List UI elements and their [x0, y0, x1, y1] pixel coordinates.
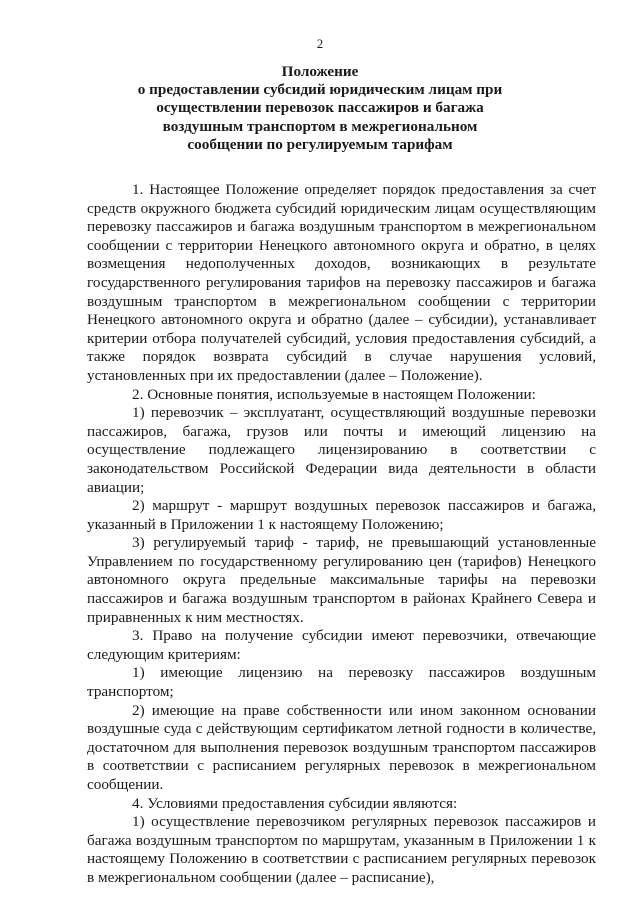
- paragraph-2-definitions: 2. Основные понятия, используемые в настоящем Положении:: [132, 385, 536, 403]
- title-line: воздушным транспортом в межрегиональном: [162, 117, 478, 135]
- definition-route: 2) маршрут - маршрут воздушных перевозок пассажиров и багажа, указанный в Приложении 1 к настоящему Положению;: [87, 497, 596, 533]
- paragraph-3-eligibility: 3. Право на получение субсидии имеют перевозчики, отвечающие следующим критериям:: [87, 627, 596, 663]
- paragraph-1-purpose: 1. Настоящее Положение определяет порядок предоставления за счет средств окружного бюджета субсидий юридическим лицам осуществляющим перевозку пассажиров и багажа воздушным транспортом в межрегиональном сообщении с территории Ненецкого автономного округа и обратно, в целях возмещения недополученных доходов, возникающих в результате государственного регулирования тарифов на перевозку пассажиров и багажа воздушным транспортом в межрегиональном сообщении с территории Ненецкого автономного округа и обратно (далее – субсидии), устанавливает критерии отбора получателей субсидий, условия предоставления субсидий, а также порядок возврата субсидий в случае нарушения условий, установленных при их предоставлении (далее – Положение).: [87, 181, 596, 384]
- definition-carrier: 1) перевозчик – эксплуатант, осуществляющий воздушные перевозки пассажиров, багажа, грузов или почты и имеющий лицензию на осуществление подлежащего лицензированию в соответствии с законодательством Российской Федерации вида деятельности в области авиации;: [87, 404, 596, 496]
- criterion-aircraft: 2) имеющие на праве собственности или ином законном основании воздушные суда с действующим сертификатом летной годности в количестве, достаточном для выполнения перевозок воздушным транспортом пассажиров в соответствии с расписанием регулярных перевозок в межрегиональном сообщении.: [87, 701, 596, 793]
- title-line: Положение: [281, 63, 359, 80]
- title-line: сообщении по регулируемым тарифам: [187, 135, 453, 153]
- definition-regulated-tariff: 3) регулируемый тариф - тариф, не превышающий установленные Управлением по государственному регулированию цен (тарифов) Ненецкого автономного округа предельные максимальные тарифы на перевозки пассажиров и багажа воздушным транспортом в районах Крайнего Севера и приравненных к ним местностях.: [87, 534, 596, 626]
- document-title: [60, 63, 580, 154]
- paragraph-4-conditions: 4. Условиями предоставления субсидии являются:: [132, 794, 458, 812]
- page-number: 2: [316, 36, 324, 51]
- title-line: о предоставлении субсидий юридическим лицам при: [137, 81, 503, 99]
- criterion-license: 1) имеющие лицензию на перевозку пассажиров воздушным транспортом;: [87, 664, 596, 701]
- document-body: [87, 181, 596, 888]
- condition-regular-service: 1) осуществление перевозчиком регулярных перевозок пассажиров и багажа воздушным транспортом по маршрутам, указанным в Приложении 1 к настоящему Положению в соответствии с расписанием регулярных перевозок в межрегиональном сообщении (далее – расписание),: [87, 813, 596, 886]
- title-line: осуществлении перевозок пассажиров и багажа: [156, 99, 484, 117]
